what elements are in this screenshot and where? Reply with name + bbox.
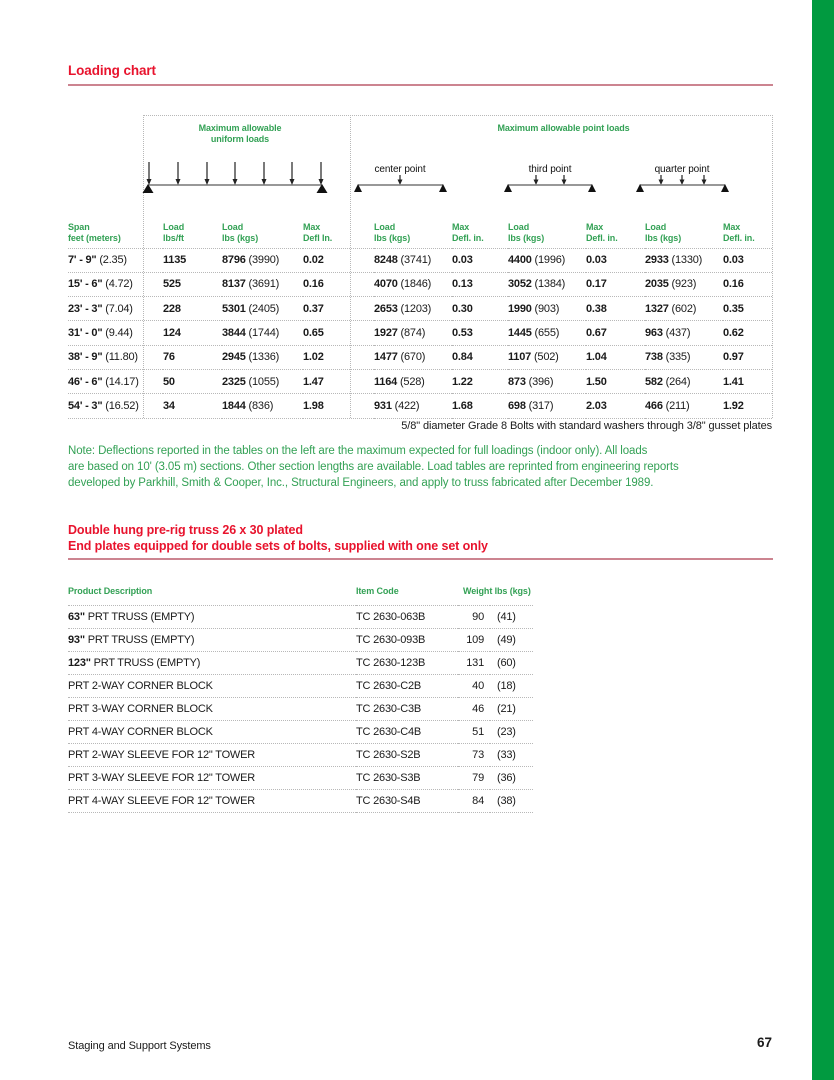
uniform-defl-cell: 1.98 bbox=[303, 394, 374, 418]
product-row bbox=[68, 697, 533, 720]
col-header-span: Span feet (meters) bbox=[68, 222, 163, 248]
product-row bbox=[68, 605, 533, 628]
product-description-cell: 123" PRT TRUSS (EMPTY) bbox=[68, 651, 356, 674]
loading-table-row bbox=[68, 369, 772, 393]
quarter-load-cell: 1327 (602) bbox=[645, 297, 723, 321]
product-table bbox=[68, 586, 533, 813]
quarter-load-cell: 738 (335) bbox=[645, 345, 723, 369]
page-edge-green-bar bbox=[812, 0, 834, 1080]
weight-lbs-cell: 109 bbox=[458, 628, 490, 651]
page-number: 67 bbox=[756, 1035, 772, 1050]
load-per-ft-cell: 34 bbox=[163, 394, 222, 418]
center-defl-cell: 0.13 bbox=[452, 272, 508, 296]
quarter-defl-cell: 0.97 bbox=[723, 345, 772, 369]
third-point-label: third point bbox=[528, 164, 572, 175]
third-point-diagram bbox=[504, 164, 596, 192]
quarter-load-cell: 466 (211) bbox=[645, 394, 723, 418]
third-defl-cell: 1.04 bbox=[586, 345, 645, 369]
loading-chart-title: Loading chart bbox=[68, 63, 156, 78]
product-row bbox=[68, 743, 533, 766]
center-load-cell: 8248 (3741) bbox=[374, 248, 452, 272]
col-header-third-load: Load lbs (kgs) bbox=[508, 222, 586, 248]
product-row bbox=[68, 651, 533, 674]
product-description-cell: 63" PRT TRUSS (EMPTY) bbox=[68, 605, 356, 628]
weight-kgs-cell: (36) bbox=[490, 766, 533, 789]
uniform-defl-cell: 0.37 bbox=[303, 297, 374, 321]
prerig-title-rule bbox=[68, 558, 773, 560]
item-code-cell: TC 2630-063B bbox=[356, 605, 458, 628]
product-description-cell: PRT 2-WAY SLEEVE FOR 12" TOWER bbox=[68, 743, 356, 766]
center-defl-cell: 0.03 bbox=[452, 248, 508, 272]
quarter-load-cell: 963 (437) bbox=[645, 321, 723, 345]
center-load-cell: 931 (422) bbox=[374, 394, 452, 418]
col-header-third-defl: Max Defl. in. bbox=[586, 222, 645, 248]
center-load-cell: 1477 (670) bbox=[374, 345, 452, 369]
deflection-note: Note: Deflections reported in the tables on the left are the maximum expected for full loadings (indoor only). All loads are based on 10' (3.05 m) sections. Other section lengths are available. Load tables are reprinted from engineering reports developed by Parkhill, Smith & Cooper, Inc., Structural Engineers, and apply to truss fabricated after December 1989. bbox=[68, 445, 679, 489]
item-code-cell: TC 2630-C3B bbox=[356, 697, 458, 720]
span-cell: 23' - 3" (7.04) bbox=[68, 297, 163, 321]
loading-table bbox=[68, 222, 772, 419]
weight-lbs-cell: 90 bbox=[458, 605, 490, 628]
quarter-defl-cell: 1.41 bbox=[723, 369, 772, 393]
span-cell: 15' - 6" (4.72) bbox=[68, 272, 163, 296]
weight-kgs-cell: (49) bbox=[490, 628, 533, 651]
loading-table-header-row bbox=[68, 222, 772, 248]
uniform-load-cell: 2945 (1336) bbox=[222, 345, 303, 369]
load-per-ft-cell: 525 bbox=[163, 272, 222, 296]
col-header-center-load: Load lbs (kgs) bbox=[374, 222, 452, 248]
third-defl-cell: 0.17 bbox=[586, 272, 645, 296]
loading-table-row bbox=[68, 345, 772, 369]
load-per-ft-cell: 76 bbox=[163, 345, 222, 369]
weight-lbs-cell: 46 bbox=[458, 697, 490, 720]
item-code-cell: TC 2630-C2B bbox=[356, 674, 458, 697]
quarter-defl-cell: 0.35 bbox=[723, 297, 772, 321]
third-load-cell: 1107 (502) bbox=[508, 345, 586, 369]
product-description-cell: PRT 3-WAY CORNER BLOCK bbox=[68, 697, 356, 720]
span-cell: 54' - 3" (16.52) bbox=[68, 394, 163, 418]
loading-table-row bbox=[68, 394, 772, 418]
span-cell: 31' - 0" (9.44) bbox=[68, 321, 163, 345]
col-header-product-description: Product Description bbox=[68, 586, 356, 605]
weight-lbs-cell: 73 bbox=[458, 743, 490, 766]
third-load-cell: 873 (396) bbox=[508, 369, 586, 393]
center-defl-cell: 1.68 bbox=[452, 394, 508, 418]
weight-lbs-cell: 84 bbox=[458, 789, 490, 812]
uniform-load-diagram bbox=[143, 162, 328, 193]
point-loads-label: Maximum allowable point loads bbox=[497, 123, 630, 133]
footer-section-title: Staging and Support Systems bbox=[68, 1040, 211, 1052]
uniform-defl-cell: 0.02 bbox=[303, 248, 374, 272]
center-defl-cell: 0.53 bbox=[452, 321, 508, 345]
weight-kgs-cell: (38) bbox=[490, 789, 533, 812]
span-cell: 38' - 9" (11.80) bbox=[68, 345, 163, 369]
third-load-cell: 3052 (1384) bbox=[508, 272, 586, 296]
load-per-ft-cell: 228 bbox=[163, 297, 222, 321]
uniform-load-cell: 3844 (1744) bbox=[222, 321, 303, 345]
product-description-cell: PRT 3-WAY SLEEVE FOR 12" TOWER bbox=[68, 766, 356, 789]
center-load-cell: 2653 (1203) bbox=[374, 297, 452, 321]
col-header-weight: Weight lbs (kgs) bbox=[458, 586, 533, 605]
center-defl-cell: 1.22 bbox=[452, 369, 508, 393]
col-header-quarter-load: Load lbs (kgs) bbox=[645, 222, 723, 248]
third-defl-cell: 2.03 bbox=[586, 394, 645, 418]
product-description-cell: PRT 4-WAY CORNER BLOCK bbox=[68, 720, 356, 743]
product-table-header-row bbox=[68, 586, 533, 605]
col-header-uniform-load: Load lbs (kgs) bbox=[222, 222, 303, 248]
product-row bbox=[68, 720, 533, 743]
uniform-load-cell: 8796 (3990) bbox=[222, 248, 303, 272]
weight-kgs-cell: (23) bbox=[490, 720, 533, 743]
load-per-ft-cell: 124 bbox=[163, 321, 222, 345]
weight-lbs-cell: 79 bbox=[458, 766, 490, 789]
third-load-cell: 4400 (1996) bbox=[508, 248, 586, 272]
item-code-cell: TC 2630-123B bbox=[356, 651, 458, 674]
third-defl-cell: 0.03 bbox=[586, 248, 645, 272]
third-load-cell: 1990 (903) bbox=[508, 297, 586, 321]
col-header-center-defl: Max Defl. in. bbox=[452, 222, 508, 248]
loading-table-row bbox=[68, 321, 772, 345]
third-load-cell: 698 (317) bbox=[508, 394, 586, 418]
weight-kgs-cell: (60) bbox=[490, 651, 533, 674]
quarter-load-cell: 2035 (923) bbox=[645, 272, 723, 296]
quarter-defl-cell: 1.92 bbox=[723, 394, 772, 418]
third-defl-cell: 0.38 bbox=[586, 297, 645, 321]
product-row bbox=[68, 674, 533, 697]
center-point-label: center point bbox=[374, 164, 426, 175]
uniform-defl-cell: 1.02 bbox=[303, 345, 374, 369]
weight-kgs-cell: (41) bbox=[490, 605, 533, 628]
quarter-point-label: quarter point bbox=[654, 164, 710, 175]
diagram-top-dotted-line bbox=[143, 115, 773, 116]
loading-table-row bbox=[68, 297, 772, 321]
loading-table-row bbox=[68, 272, 772, 296]
weight-lbs-cell: 51 bbox=[458, 720, 490, 743]
item-code-cell: TC 2630-S4B bbox=[356, 789, 458, 812]
col-header-quarter-defl: Max Defl. in. bbox=[723, 222, 772, 248]
item-code-cell: TC 2630-S2B bbox=[356, 743, 458, 766]
item-code-cell: TC 2630-093B bbox=[356, 628, 458, 651]
uniform-load-cell: 2325 (1055) bbox=[222, 369, 303, 393]
weight-kgs-cell: (21) bbox=[490, 697, 533, 720]
col-header-item-code: Item Code bbox=[356, 586, 458, 605]
center-load-cell: 1164 (528) bbox=[374, 369, 452, 393]
center-point-diagram bbox=[354, 164, 447, 192]
center-defl-cell: 0.84 bbox=[452, 345, 508, 369]
load-per-ft-cell: 50 bbox=[163, 369, 222, 393]
center-load-cell: 1927 (874) bbox=[374, 321, 452, 345]
quarter-load-cell: 2933 (1330) bbox=[645, 248, 723, 272]
col-header-uniform-defl: Max Defl In. bbox=[303, 222, 374, 248]
load-per-ft-cell: 1135 bbox=[163, 248, 222, 272]
uniform-defl-cell: 0.65 bbox=[303, 321, 374, 345]
quarter-point-diagram bbox=[636, 164, 729, 192]
col-header-load-per-ft: Load lbs/ft bbox=[163, 222, 222, 248]
weight-lbs-cell: 131 bbox=[458, 651, 490, 674]
weight-kgs-cell: (33) bbox=[490, 743, 533, 766]
span-cell: 46' - 6" (14.17) bbox=[68, 369, 163, 393]
item-code-cell: TC 2630-S3B bbox=[356, 766, 458, 789]
uniform-defl-cell: 0.16 bbox=[303, 272, 374, 296]
uniform-load-cell: 5301 (2405) bbox=[222, 297, 303, 321]
loading-table-row bbox=[68, 248, 772, 272]
load-diagrams bbox=[140, 148, 780, 202]
quarter-defl-cell: 0.62 bbox=[723, 321, 772, 345]
uniform-load-cell: 8137 (3691) bbox=[222, 272, 303, 296]
quarter-defl-cell: 0.16 bbox=[723, 272, 772, 296]
center-load-cell: 4070 (1846) bbox=[374, 272, 452, 296]
title-rule bbox=[68, 84, 773, 86]
third-load-cell: 1445 (655) bbox=[508, 321, 586, 345]
uniform-defl-cell: 1.47 bbox=[303, 369, 374, 393]
third-defl-cell: 1.50 bbox=[586, 369, 645, 393]
uniform-loads-label: Maximum allowable uniform loads bbox=[198, 123, 282, 144]
product-description-cell: 93" PRT TRUSS (EMPTY) bbox=[68, 628, 356, 651]
weight-kgs-cell: (18) bbox=[490, 674, 533, 697]
weight-lbs-cell: 40 bbox=[458, 674, 490, 697]
uniform-load-cell: 1844 (836) bbox=[222, 394, 303, 418]
bolts-note: 5/8" diameter Grade 8 Bolts with standard washers through 3/8" gusset plates bbox=[401, 420, 772, 432]
prerig-title: Double hung pre-rig truss 26 x 30 plated End plates equipped for double sets of bolts, supplied with one set only bbox=[68, 523, 488, 553]
product-description-cell: PRT 2-WAY CORNER BLOCK bbox=[68, 674, 356, 697]
third-defl-cell: 0.67 bbox=[586, 321, 645, 345]
product-row bbox=[68, 766, 533, 789]
item-code-cell: TC 2630-C4B bbox=[356, 720, 458, 743]
quarter-defl-cell: 0.03 bbox=[723, 248, 772, 272]
product-row bbox=[68, 789, 533, 812]
quarter-load-cell: 582 (264) bbox=[645, 369, 723, 393]
center-defl-cell: 0.30 bbox=[452, 297, 508, 321]
span-cell: 7' - 9" (2.35) bbox=[68, 248, 163, 272]
product-description-cell: PRT 4-WAY SLEEVE FOR 12" TOWER bbox=[68, 789, 356, 812]
product-row bbox=[68, 628, 533, 651]
